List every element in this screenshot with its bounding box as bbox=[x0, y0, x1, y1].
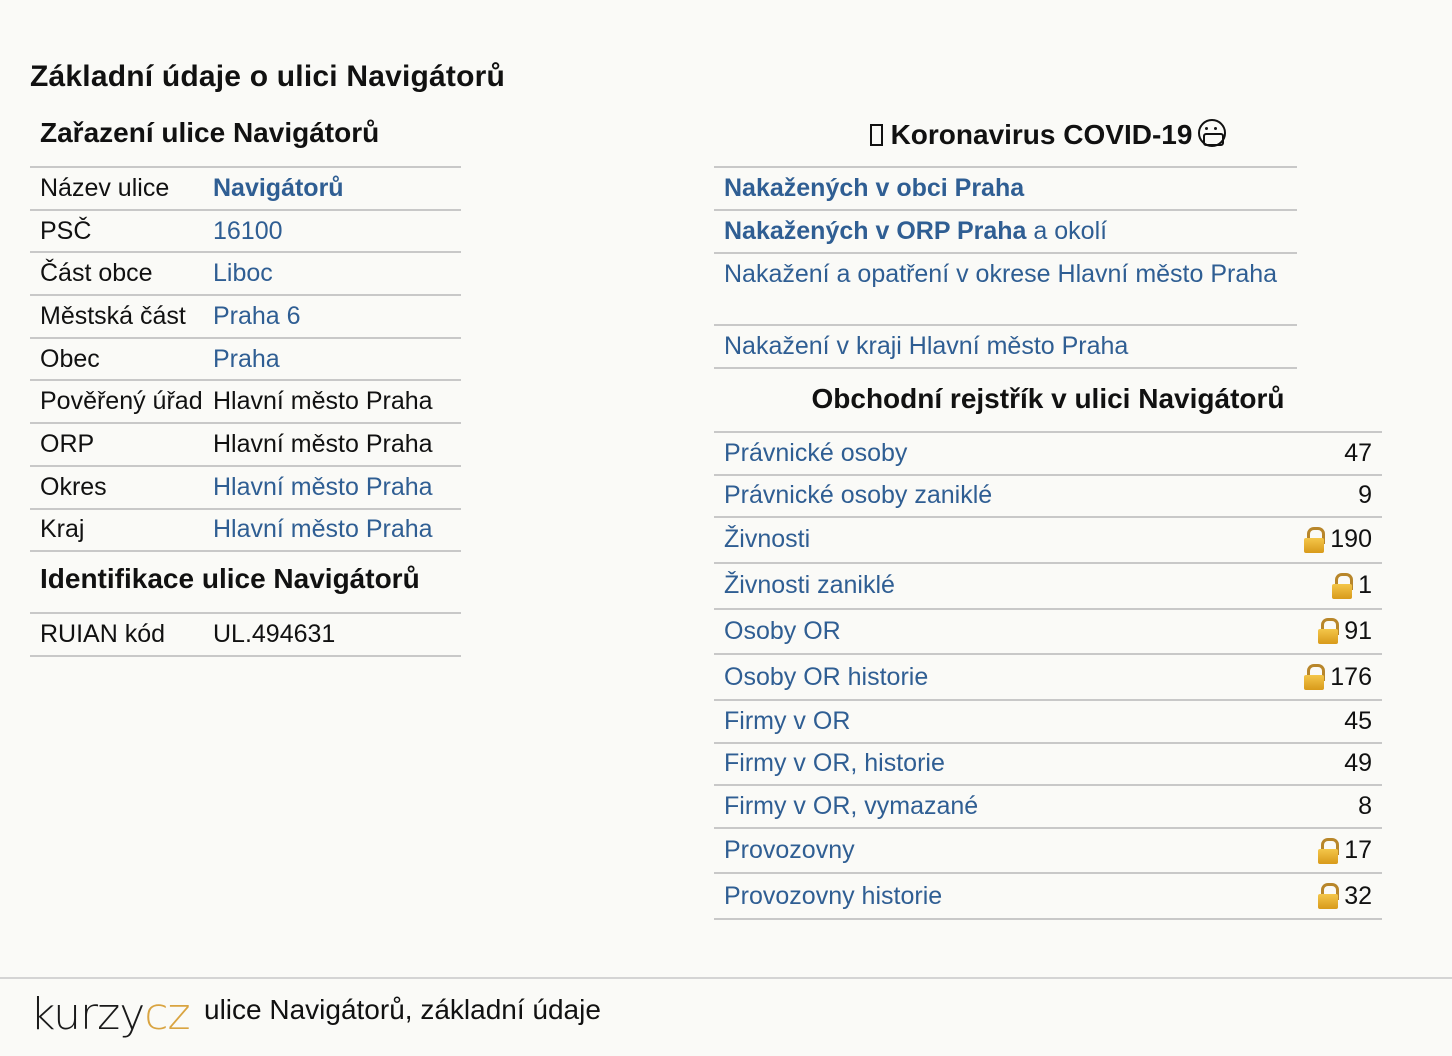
covid-title-text: Koronavirus COVID-19 bbox=[890, 119, 1193, 150]
covid-link-item[interactable] bbox=[714, 254, 1297, 326]
logo-part-kurzy: kurzy bbox=[30, 989, 145, 1040]
classification-value-link[interactable]: Praha bbox=[213, 344, 280, 373]
lock-icon bbox=[1304, 527, 1324, 553]
covid-link-text: Nakažení a opatření v okrese Hlavní město Praha bbox=[724, 260, 1278, 288]
count-value: 1 bbox=[1358, 571, 1372, 600]
identification-value: UL.494631 bbox=[213, 620, 336, 649]
business-register-count bbox=[1318, 836, 1372, 865]
business-register-title: Obchodní rejstřík v ulici Navigátorů bbox=[811, 383, 1285, 414]
business-register-link[interactable]: Firmy v OR, historie bbox=[724, 749, 945, 778]
classification-row bbox=[30, 424, 461, 467]
business-register-count bbox=[1332, 571, 1372, 600]
business-register-row bbox=[714, 476, 1382, 519]
identification-title: Identifikace ulice Navigátorů bbox=[40, 563, 420, 595]
classification-key: Název ulice bbox=[40, 173, 170, 202]
classification-key: Část obce bbox=[40, 259, 153, 288]
business-register-count bbox=[1344, 707, 1372, 736]
classification-row bbox=[30, 253, 461, 296]
covid-link-item[interactable] bbox=[714, 168, 1297, 211]
business-register-row bbox=[714, 564, 1382, 610]
classification-key: Pověřený úřad bbox=[40, 387, 203, 416]
classification-row bbox=[30, 339, 461, 382]
business-register-row bbox=[714, 744, 1382, 787]
business-register-row bbox=[714, 518, 1382, 564]
classification-key: Okres bbox=[40, 472, 107, 501]
classification-key: Obec bbox=[40, 344, 100, 373]
count-value: 190 bbox=[1330, 525, 1372, 554]
classification-key: PSČ bbox=[40, 216, 92, 245]
classification-row bbox=[30, 381, 461, 424]
business-register-row bbox=[714, 433, 1382, 476]
classification-title: Zařazení ulice Navigátorů bbox=[40, 117, 380, 148]
identification-table bbox=[30, 612, 461, 657]
classification-row bbox=[30, 211, 461, 254]
business-register-link[interactable]: Živnosti bbox=[724, 525, 811, 554]
classification-row bbox=[30, 467, 461, 510]
count-value: 91 bbox=[1344, 616, 1372, 645]
business-register-link[interactable]: Provozovny bbox=[724, 836, 855, 865]
business-register-row bbox=[714, 610, 1382, 656]
classification-key: Kraj bbox=[40, 515, 85, 544]
covid-title bbox=[714, 112, 1382, 166]
footer bbox=[0, 977, 1452, 1056]
business-register-count bbox=[1358, 792, 1372, 821]
page-title: Základní údaje o ulici Navigátorů bbox=[30, 60, 506, 93]
covid-link[interactable] bbox=[724, 217, 1107, 246]
business-register-link[interactable]: Osoby OR historie bbox=[724, 662, 929, 691]
count-value: 32 bbox=[1344, 881, 1372, 910]
business-register-link[interactable]: Firmy v OR, vymazané bbox=[724, 791, 979, 820]
classification-value-link[interactable]: 16100 bbox=[213, 216, 283, 245]
logo-part-cz: cz bbox=[144, 989, 190, 1040]
face-with-mask-icon bbox=[1198, 119, 1226, 147]
business-register-table bbox=[714, 431, 1382, 920]
business-register-count bbox=[1304, 525, 1372, 554]
classification-row bbox=[30, 168, 461, 211]
classification-value-link[interactable]: Hlavní město Praha bbox=[213, 515, 433, 544]
business-register-link[interactable]: Firmy v OR bbox=[724, 706, 851, 735]
count-value: 17 bbox=[1344, 836, 1372, 865]
classification-value: Hlavní město Praha bbox=[213, 387, 433, 416]
business-register-row bbox=[714, 786, 1382, 829]
business-register-link[interactable]: Osoby OR bbox=[724, 616, 841, 645]
business-register-row bbox=[714, 874, 1382, 920]
count-value: 9 bbox=[1358, 481, 1372, 510]
identification-key: RUIAN kód bbox=[40, 620, 166, 649]
kurzy-cz-logo[interactable] bbox=[30, 989, 190, 1040]
covid-link-bold: Nakažených v obci Praha bbox=[724, 174, 1025, 202]
business-register-row bbox=[714, 701, 1382, 744]
business-register-count bbox=[1344, 749, 1372, 778]
classification-key: ORP bbox=[40, 429, 95, 458]
business-register-link[interactable]: Právnické osoby bbox=[724, 438, 908, 467]
business-register-count bbox=[1318, 882, 1372, 911]
business-register-count bbox=[1304, 663, 1372, 692]
classification-row bbox=[30, 296, 461, 339]
covid-links-list bbox=[714, 166, 1297, 369]
lock-icon bbox=[1318, 883, 1338, 909]
classification-table bbox=[30, 166, 461, 552]
business-register-row bbox=[714, 829, 1382, 875]
business-register-link[interactable]: Živnosti zaniklé bbox=[724, 571, 895, 600]
box-glyph-icon bbox=[870, 124, 883, 146]
lock-icon bbox=[1304, 664, 1324, 690]
right-column bbox=[714, 112, 1382, 920]
classification-value: Hlavní město Praha bbox=[213, 429, 433, 458]
covid-link-item[interactable] bbox=[714, 326, 1297, 369]
count-value: 45 bbox=[1344, 706, 1372, 735]
covid-link-text: Nakažení v kraji Hlavní město Praha bbox=[724, 332, 1129, 360]
covid-link-bold: Nakažených v ORP Praha bbox=[724, 217, 1027, 245]
business-register-link[interactable]: Právnické osoby zaniklé bbox=[724, 481, 993, 510]
lock-icon bbox=[1318, 838, 1338, 864]
count-value: 47 bbox=[1344, 438, 1372, 467]
lock-icon bbox=[1318, 618, 1338, 644]
left-column bbox=[30, 112, 461, 657]
covid-link-item[interactable] bbox=[714, 211, 1297, 254]
business-register-count bbox=[1358, 481, 1372, 510]
footer-caption: ulice Navigátorů, základní údaje bbox=[204, 994, 601, 1025]
classification-row bbox=[30, 510, 461, 553]
lock-icon bbox=[1332, 573, 1352, 599]
covid-link-text: a okolí bbox=[1026, 217, 1108, 245]
classification-value-link[interactable]: Praha 6 bbox=[213, 301, 301, 330]
covid-link[interactable] bbox=[724, 332, 1128, 361]
classification-key: Městská část bbox=[40, 301, 186, 330]
classification-value-link[interactable]: Liboc bbox=[213, 259, 273, 288]
business-register-count bbox=[1318, 617, 1372, 646]
classification-value-link[interactable]: Hlavní město Praha bbox=[213, 472, 433, 501]
business-register-link[interactable]: Provozovny historie bbox=[724, 881, 943, 910]
count-value: 8 bbox=[1358, 791, 1372, 820]
covid-link[interactable] bbox=[724, 260, 1277, 288]
count-value: 176 bbox=[1330, 662, 1372, 691]
business-register-row bbox=[714, 655, 1382, 701]
identification-row bbox=[30, 614, 461, 657]
business-register-count bbox=[1344, 439, 1372, 468]
covid-link[interactable] bbox=[724, 174, 1024, 203]
classification-value-link[interactable]: Navigátorů bbox=[213, 173, 344, 202]
count-value: 49 bbox=[1344, 749, 1372, 778]
